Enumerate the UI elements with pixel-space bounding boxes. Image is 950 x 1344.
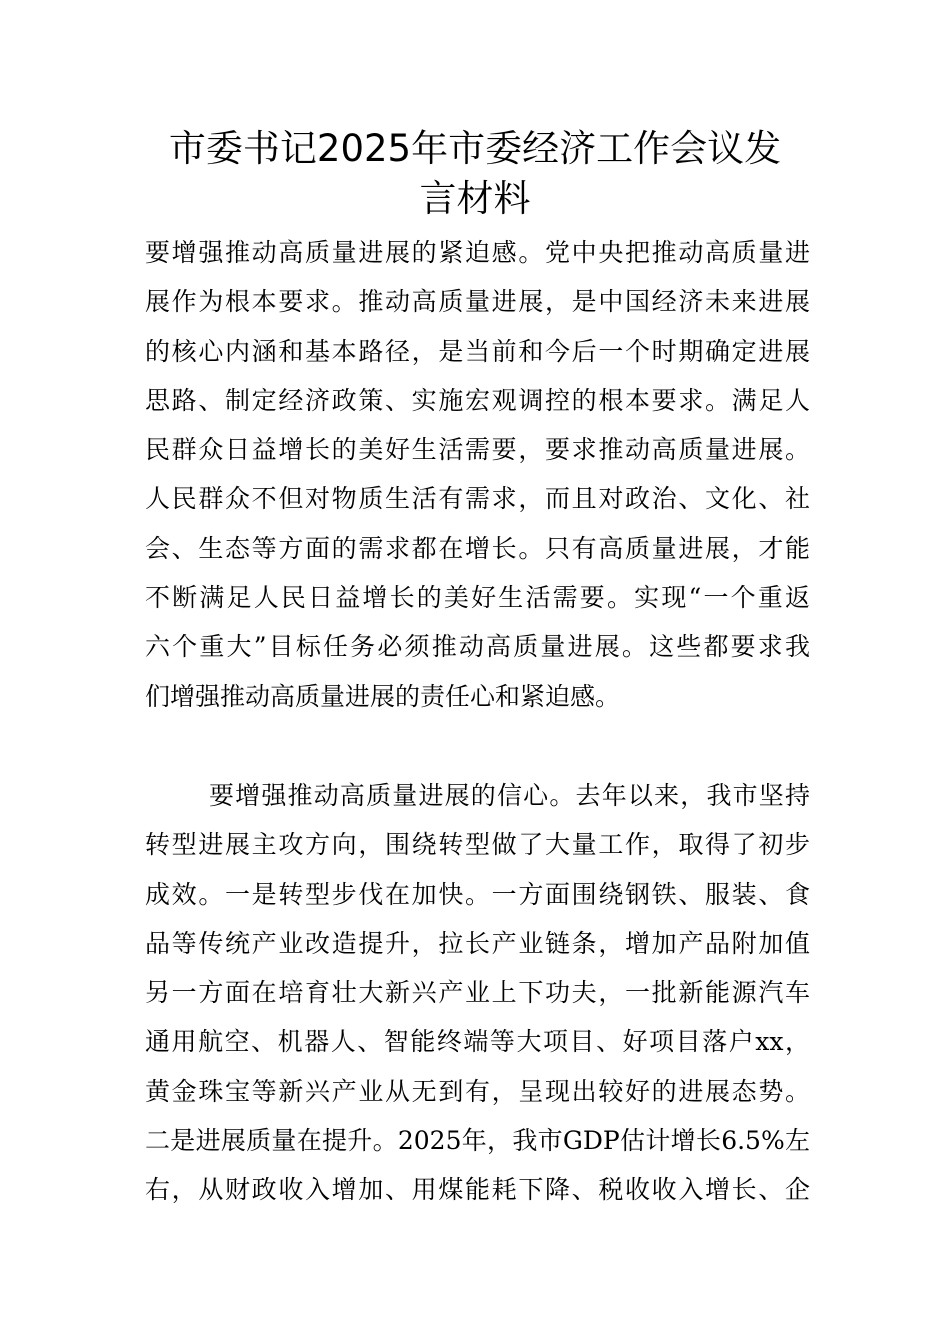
text-line: 展作为根本要求。推动高质量进展，是中国经济未来进展 bbox=[145, 287, 810, 317]
text-line: 思路、制定经济政策、实施宏观调控的根本要求。满足人 bbox=[145, 385, 810, 415]
document-title bbox=[120, 124, 830, 224]
paragraph-2 bbox=[145, 771, 810, 1215]
text-line: 成效。一是转型步伐在加快。一方面围绕钢铁、服装、食 bbox=[145, 879, 810, 909]
text-line: 品等传统产业改造提升，拉长产业链条，增加产品附加值 bbox=[145, 928, 810, 958]
paragraph-1 bbox=[145, 228, 810, 721]
title-line-1: 市委书记2025年市委经济工作会议发 bbox=[168, 127, 782, 170]
text-line: 人民群众不但对物质生活有需求，而且对政治、文化、社 bbox=[145, 484, 810, 514]
text-line: 六个重大”目标任务必须推动高质量进展。这些都要求我 bbox=[145, 632, 810, 662]
title-line-2: 言材料 bbox=[419, 177, 531, 220]
text-line: 要增强推动高质量进展的信心。去年以来，我市坚持 bbox=[209, 781, 810, 810]
text-line: 民群众日益增长的美好生活需要，要求推动高质量进展。 bbox=[145, 435, 810, 465]
text-line: 黄金珠宝等新兴产业从无到有，呈现出较好的进展态势。 bbox=[145, 1076, 810, 1106]
text-line: 右，从财政收入增加、用煤能耗下降、税收收入增长、企 bbox=[145, 1175, 810, 1205]
text-line: 转型进展主攻方向，围绕转型做了大量工作，取得了初步 bbox=[145, 830, 810, 860]
text-line: 会、生态等方面的需求都在增长。只有高质量进展，才能 bbox=[145, 533, 810, 563]
text-line: 二是进展质量在提升。2025年，我市GDP估计增长6.5%左 bbox=[145, 1126, 810, 1156]
text-line: 通用航空、机器人、智能终端等大项目、好项目落户xx， bbox=[145, 1027, 810, 1057]
text-line: 不断满足人民日益增长的美好生活需要。实现“一个重返 bbox=[145, 583, 810, 613]
text-line: 另一方面在培育壮大新兴产业上下功夫，一批新能源汽车 bbox=[145, 978, 810, 1008]
text-line: 的核心内涵和基本路径，是当前和今后一个时期确定进展 bbox=[145, 336, 810, 366]
text-line: 们增强推动高质量进展的责任心和紧迫感。 bbox=[145, 681, 621, 711]
text-line: 要增强推动高质量进展的紧迫感。党中央把推动高质量进 bbox=[145, 238, 810, 267]
